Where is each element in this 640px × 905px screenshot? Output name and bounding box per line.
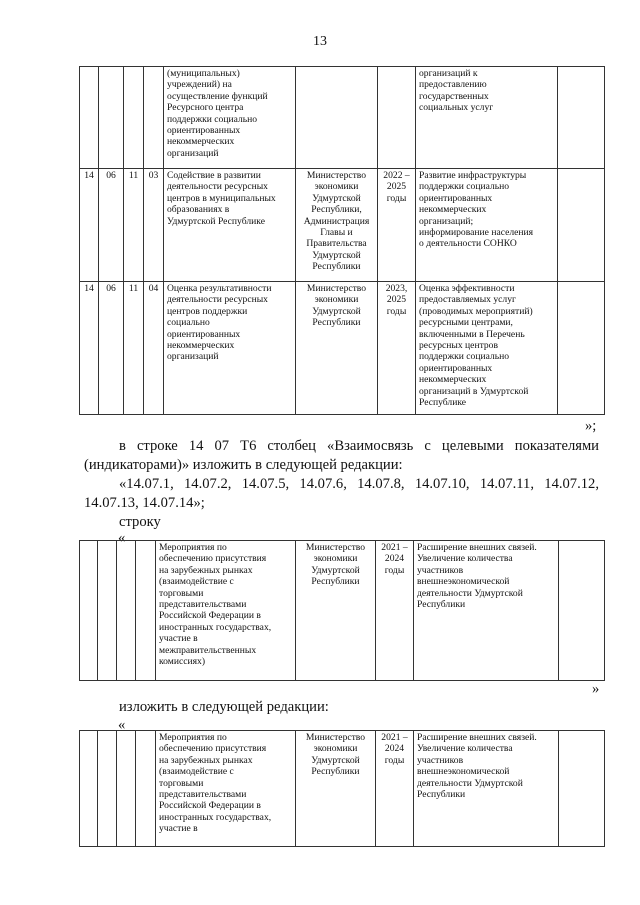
executor-cell: Министерство экономики Удмуртской Республики xyxy=(296,282,378,415)
measure-name-cell: Мероприятия по обеспечению присутствия на зарубежных рынках (взаимодействие с торговыми представительствами Российской Федерации в иностранных государствах, участие в xyxy=(156,731,296,847)
code-cell xyxy=(98,731,117,847)
code-cell xyxy=(99,67,124,169)
program-table-continuation xyxy=(79,66,605,415)
executor-cell: Министерство экономики Удмуртской Республики xyxy=(296,541,376,681)
code-cell: 06 xyxy=(99,282,124,415)
code-cell xyxy=(136,731,156,847)
code-cell xyxy=(80,67,99,169)
code-cell xyxy=(117,541,136,681)
period-cell: 2022 – 2025 годы xyxy=(378,169,416,282)
code-cell: 06 xyxy=(99,169,124,282)
result-cell: Расширение внешних связей. Увеличение количества участников внешнеэкономической деятельности Удмуртской Республики xyxy=(414,541,559,681)
page-number: 13 xyxy=(313,34,327,49)
result-cell: Расширение внешних связей. Увеличение количества участников внешнеэкономической деятельности Удмуртской Республики xyxy=(414,731,559,847)
closing-quote: »; xyxy=(585,418,597,434)
paragraph-line: в строке 14 07 Т6 столбец «Взаимосвязь с целевыми показателями xyxy=(119,438,599,454)
paragraph-line: изложить в следующей редакции: xyxy=(119,699,329,715)
table-row xyxy=(80,541,605,681)
label-line: строку xyxy=(119,514,161,530)
paragraph-line: 14.07.13, 14.07.14»; xyxy=(84,495,205,511)
table-row xyxy=(80,282,605,415)
result-cell: Развитие инфраструктуры поддержки социально ориентированных некоммерческих организаций; информирование населения о деятельности СОНКО xyxy=(416,169,558,282)
executor-cell: Министерство экономики Удмуртской Республики, Администрация Главы и Правительства Удмуртской Республики xyxy=(296,169,378,282)
period-cell: 2021 – 2024 годы xyxy=(376,731,414,847)
result-cell: организаций к предоставлению государственных социальных услуг xyxy=(416,67,558,169)
measure-name-cell: (муниципальных) учреждений) на осуществление функций Ресурсного центра поддержки социально ориентированных некоммерческих организаций xyxy=(164,67,296,169)
indicator-link-cell xyxy=(558,282,605,415)
period-cell: 2021 – 2024 годы xyxy=(376,541,414,681)
indicator-link-cell xyxy=(558,67,605,169)
executor-cell: Министерство экономики Удмуртской Республики xyxy=(296,731,376,847)
code-cell: 14 xyxy=(80,282,99,415)
indicator-link-cell xyxy=(559,541,605,681)
indicator-link-cell xyxy=(558,169,605,282)
table-row xyxy=(80,67,605,169)
opening-quote: « xyxy=(118,530,126,546)
code-cell: 11 xyxy=(124,282,144,415)
code-cell xyxy=(117,731,136,847)
table-row xyxy=(80,169,605,282)
code-cell: 11 xyxy=(124,169,144,282)
measure-name-cell: Мероприятия по обеспечению присутствия на зарубежных рынках (взаимодействие с торговыми представительствами Российской Федерации в иностранных государствах, участие в межправительственных комиссиях) xyxy=(156,541,296,681)
paragraph-line: «14.07.1, 14.07.2, 14.07.5, 14.07.6, 14.07.8, 14.07.10, 14.07.11, 14.07.12, xyxy=(119,476,599,492)
measure-name-cell: Оценка результативности деятельности ресурсных центров поддержки социально ориентированных некоммерческих организаций xyxy=(164,282,296,415)
original-row-table xyxy=(79,540,605,681)
code-cell: 03 xyxy=(144,169,164,282)
code-cell xyxy=(98,541,117,681)
code-cell xyxy=(144,67,164,169)
closing-quote: » xyxy=(592,681,600,697)
opening-quote: « xyxy=(118,717,126,733)
executor-cell xyxy=(296,67,378,169)
code-cell xyxy=(80,731,98,847)
code-cell xyxy=(136,541,156,681)
table-row xyxy=(80,731,605,847)
code-cell xyxy=(124,67,144,169)
code-cell: 04 xyxy=(144,282,164,415)
result-cell: Оценка эффективности предоставляемых услуг (проводимых мероприятий) ресурсными центрами, включенными в Перечень ресурсных центров поддержки социально ориентированных некоммерческих организаций в Удмуртской Республике xyxy=(416,282,558,415)
indicator-link-cell xyxy=(559,731,605,847)
measure-name-cell: Содействие в развитии деятельности ресурсных центров в муниципальных образованиях в Удмуртской Республике xyxy=(164,169,296,282)
revised-row-table xyxy=(79,730,605,847)
code-cell xyxy=(80,541,98,681)
code-cell: 14 xyxy=(80,169,99,282)
period-cell xyxy=(378,67,416,169)
paragraph-line: (индикаторами)» изложить в следующей редакции: xyxy=(84,457,403,473)
period-cell: 2023, 2025 годы xyxy=(378,282,416,415)
